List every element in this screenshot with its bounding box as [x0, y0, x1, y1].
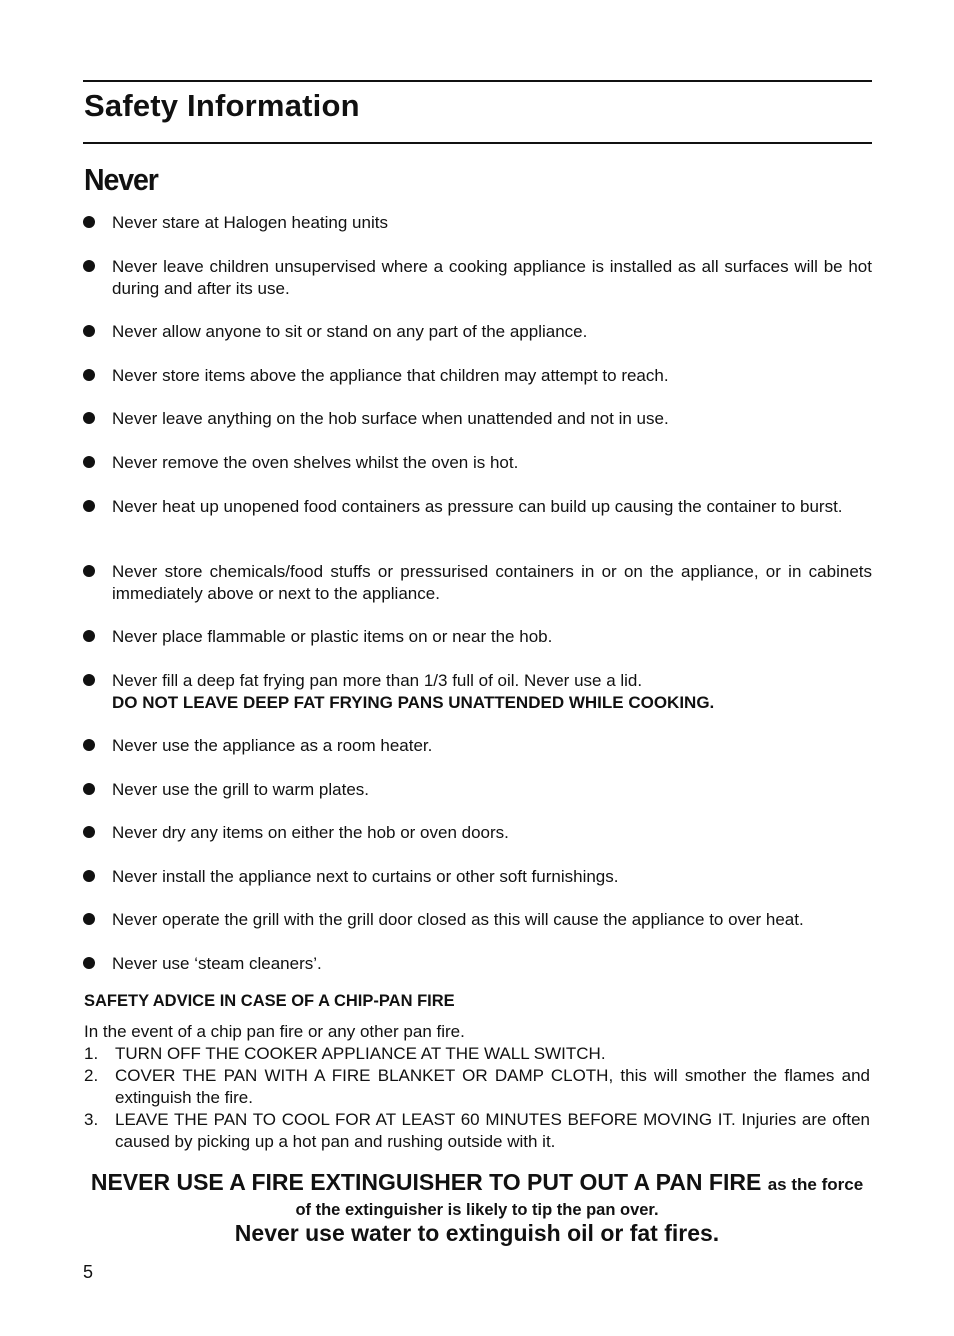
- bullet-icon: [83, 565, 95, 577]
- bullet-icon: [83, 216, 95, 228]
- advice-step: [84, 1043, 870, 1065]
- bullet-text: Never store items above the appliance that children may attempt to reach.: [112, 366, 669, 385]
- bullet-icon: [83, 674, 95, 686]
- bullet-icon: [83, 783, 95, 795]
- list-item: [83, 321, 872, 343]
- step-number: 1.: [84, 1044, 99, 1063]
- bullet-text: Never leave children unsupervised where a cooking appliance is installed as all surfaces will be hot during and after its use.: [112, 257, 872, 298]
- bullet-text: Never place flammable or plastic items on or near the hob.: [112, 627, 553, 646]
- chip-pan-fire-heading: SAFETY ADVICE IN CASE OF A CHIP-PAN FIRE: [84, 992, 455, 1010]
- advice-step: [84, 1065, 870, 1109]
- bullet-text: Never store chemicals/food stuffs or pressurised containers in or on the appliance, or in cabinets immediately above or next to the appliance.: [112, 562, 872, 603]
- list-item: [83, 909, 872, 931]
- advice-step: [84, 1109, 870, 1153]
- list-item: [83, 953, 872, 975]
- bullet-text: Never install the appliance next to curtains or other soft furnishings.: [112, 867, 619, 886]
- list-item: [83, 670, 872, 714]
- list-item: [83, 452, 872, 474]
- bullet-text: Never dry any items on either the hob or oven doors.: [112, 823, 509, 842]
- list-item: [83, 561, 872, 605]
- bullet-text: Never use the grill to warm plates.: [112, 780, 369, 799]
- warning-headline: [0, 1166, 954, 1201]
- warning-subline: of the extinguisher is likely to tip the pan over.: [295, 1201, 659, 1219]
- bullet-icon: [83, 500, 95, 512]
- bullet-icon: [83, 630, 95, 642]
- bullet-icon: [83, 369, 95, 381]
- page-number: 5: [83, 1262, 94, 1282]
- warning-headline-tail: as the force: [767, 1175, 864, 1194]
- bullet-text: Never use the appliance as a room heater.: [112, 736, 433, 755]
- bullet-icon: [83, 456, 95, 468]
- section-title: Never: [84, 162, 158, 197]
- bullet-emphasis: DO NOT LEAVE DEEP FAT FRYING PANS UNATTENDED WHILE COOKING.: [112, 693, 715, 712]
- bullet-icon: [83, 412, 95, 424]
- bullet-icon: [83, 957, 95, 969]
- list-item: [83, 822, 872, 844]
- bullet-icon: [83, 826, 95, 838]
- list-item: [83, 496, 872, 518]
- bullet-text: Never remove the oven shelves whilst the oven is hot.: [112, 453, 519, 472]
- list-item: [83, 735, 872, 757]
- list-item: [83, 212, 872, 234]
- list-item: [83, 365, 872, 387]
- water-warning: Never use water to extinguish oil or fat fires.: [234, 1220, 720, 1246]
- bullet-icon: [83, 913, 95, 925]
- list-item: [83, 626, 872, 648]
- bullet-text: Never stare at Halogen heating units: [112, 213, 388, 232]
- bullet-text: Never heat up unopened food containers as pressure can build up causing the container to burst.: [112, 497, 843, 516]
- list-item: [83, 779, 872, 801]
- chip-pan-fire-intro: In the event of a chip pan fire or any other pan fire.: [84, 1022, 465, 1041]
- extinguisher-warning: [0, 1166, 954, 1247]
- list-item: [83, 256, 872, 300]
- bullet-icon: [83, 260, 95, 272]
- warning-headline-main: NEVER USE A FIRE EXTINGUISHER TO PUT OUT A PAN FIRE: [90, 1169, 762, 1195]
- bullet-text: Never leave anything on the hob surface when unattended and not in use.: [112, 409, 669, 428]
- step-text: TURN OFF THE COOKER APPLIANCE AT THE WALL SWITCH.: [115, 1044, 606, 1063]
- step-number: 2.: [84, 1066, 99, 1085]
- step-text: COVER THE PAN WITH A FIRE BLANKET OR DAMP CLOTH, this will smother the flames and extinguish the fire.: [115, 1066, 870, 1107]
- step-text: LEAVE THE PAN TO COOL FOR AT LEAST 60 MINUTES BEFORE MOVING IT. Injuries are often caused by picking up a hot pan and rushing outside with it.: [115, 1110, 870, 1151]
- bullet-text: Never use ‘steam cleaners’.: [112, 954, 322, 973]
- bullet-text: Never operate the grill with the grill door closed as this will cause the appliance to over heat.: [112, 910, 804, 929]
- bullet-icon: [83, 870, 95, 882]
- bullet-text: Never allow anyone to sit or stand on any part of the appliance.: [112, 322, 588, 341]
- step-number: 3.: [84, 1110, 99, 1129]
- bullet-text: Never fill a deep fat frying pan more than 1/3 full of oil. Never use a lid.: [112, 671, 643, 690]
- page-title: Safety Information: [84, 88, 360, 123]
- bullet-icon: [83, 739, 95, 751]
- bullet-icon: [83, 325, 95, 337]
- list-item: [83, 408, 872, 430]
- list-item: [83, 866, 872, 888]
